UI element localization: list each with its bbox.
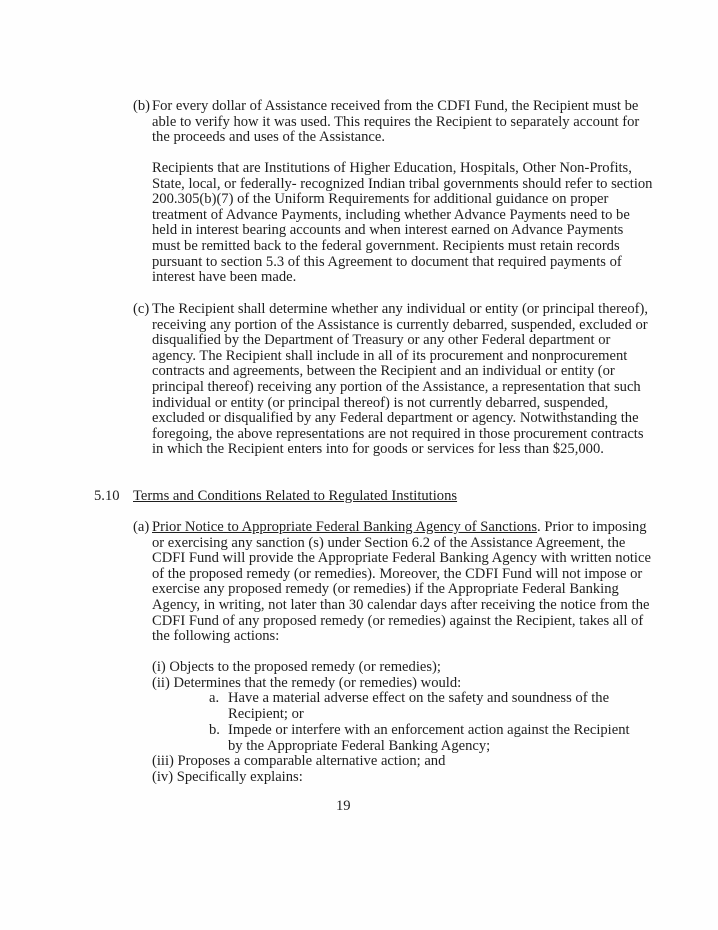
text-line: or exercising any sanction (s) under Section 6.2 of the Assistance Agreement, the <box>152 534 626 551</box>
text-line: the proceeds and uses of the Assistance. <box>152 129 386 146</box>
text-line: agency. The Recipient shall include in all of its procurement and nonprocurement <box>152 347 628 364</box>
text-line: exercise any proposed remedy (or remedies) if the Appropriate Federal Banking <box>152 581 619 598</box>
text-line: Impede or interfere with an enforcement action against the Recipient <box>228 722 630 738</box>
text-line: interest have been made. <box>152 269 297 286</box>
text-line: pursuant to section 5.3 of this Agreement to document that required payments of <box>152 253 622 270</box>
action-item-ii: (ii) Determines that the remedy (or remedies) would: <box>152 674 462 691</box>
paragraph-b-continuation <box>152 161 652 286</box>
text-line <box>152 520 651 536</box>
text-line: CDFI Fund will provide the Appropriate Federal Banking Agency with written notice <box>152 550 651 567</box>
text-line: treatment of Advance Payments, including whether Advance Payments need to be <box>152 206 630 223</box>
paragraph-a <box>152 520 651 645</box>
text-line: contracts and agreements, between the Recipient and an individual or entity (or <box>152 363 615 380</box>
text-line: 200.305(b)(7) of the Uniform Requirements for additional guidance on proper <box>152 191 609 208</box>
paragraph-a-label: (a) <box>133 519 150 535</box>
paragraph-a-first-line-rest: . Prior to imposing <box>537 519 647 535</box>
text-line: held in interest bearing accounts and when interest earned on Advance Payments <box>152 222 624 239</box>
text-line: Agency, in writing, not later than 30 calendar days after receiving the notice from the <box>152 596 650 613</box>
paragraph-b-label: (b) <box>133 98 151 114</box>
section-number: 5.10 <box>94 488 120 504</box>
sub-item-a-label: a. <box>209 690 220 706</box>
text-line: foregoing, the above representations are not required in those procurement contracts <box>152 425 644 442</box>
text-line: disqualified by the Department of Treasury or any other Federal department or <box>152 332 611 349</box>
page-number: 19 <box>336 798 351 814</box>
text-line: excluded or disqualified by any Federal department or agency. Notwithstanding the <box>152 410 639 427</box>
paragraph-a-heading: Prior Notice to Appropriate Federal Banking Agency of Sanctions <box>152 519 538 535</box>
section-title: Terms and Conditions Related to Regulated Institutions <box>133 488 458 504</box>
text-line: The Recipient shall determine whether any individual or entity (or principal thereof), <box>152 301 649 317</box>
text-line: by the Appropriate Federal Banking Agency; <box>228 737 491 754</box>
text-line: must be remitted back to the federal government. Recipients must retain records <box>152 237 620 254</box>
text-line: CDFI Fund of any proposed remedy (or remedies) against the Recipient, takes all of <box>152 612 644 629</box>
text-line: Recipients that are Institutions of Higher Education, Hospitals, Other Non-Profits, <box>152 160 632 176</box>
action-item-iii: (iii) Proposes a comparable alternative action; and <box>152 753 446 769</box>
actions-list-continued <box>152 754 445 785</box>
paragraph-c <box>152 302 648 458</box>
text-line: Have a material adverse effect on the safety and soundness of the <box>228 690 610 706</box>
sub-item-a <box>228 691 609 722</box>
text-line: individual or entity (or principal thereof) is not currently debarred, suspended, <box>152 394 609 411</box>
paragraph-b <box>152 99 639 146</box>
text-line: principal thereof) receiving any portion of the Assistance, a representation that such <box>152 378 641 395</box>
text-line: able to verify how it was used. This requires the Recipient to separately account for <box>152 113 640 130</box>
text-line: in which the Recipient enters into for goods or services for less than $25,000. <box>152 441 604 458</box>
sub-item-b <box>228 723 630 754</box>
action-item-iv: (iv) Specifically explains: <box>152 768 303 785</box>
text-line: of the proposed remedy (or remedies). Moreover, the CDFI Fund will not impose or <box>152 565 643 582</box>
sub-item-b-label: b. <box>209 722 220 738</box>
text-line: For every dollar of Assistance received from the CDFI Fund, the Recipient must be <box>152 98 639 114</box>
text-line: the following actions: <box>152 628 280 645</box>
text-line: Recipient; or <box>228 705 304 722</box>
text-line: State, local, or federally- recognized Indian tribal governments should refer to section <box>152 175 653 192</box>
actions-list <box>152 660 461 691</box>
paragraph-c-label: (c) <box>133 301 150 317</box>
text-line: receiving any portion of the Assistance is currently debarred, suspended, excluded or <box>152 316 648 333</box>
action-item-i: (i) Objects to the proposed remedy (or remedies); <box>152 659 441 675</box>
